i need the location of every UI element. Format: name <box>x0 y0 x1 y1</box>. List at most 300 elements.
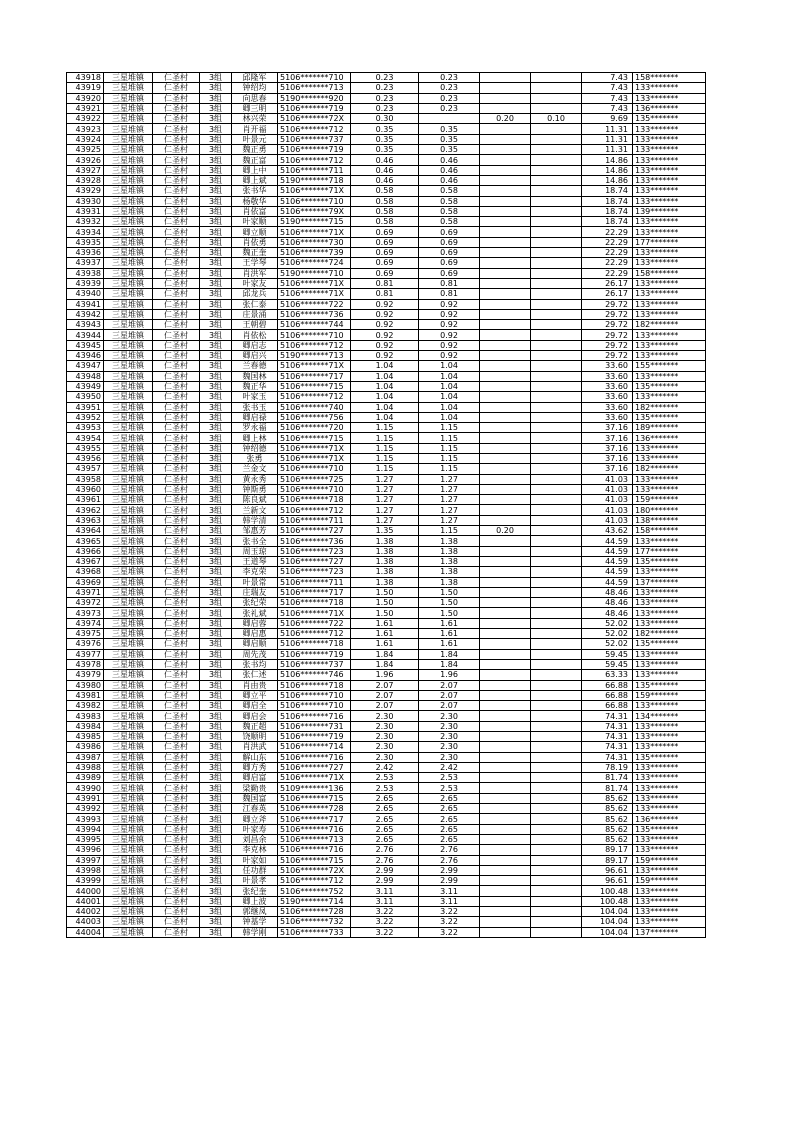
amount-cell: 52.02 <box>582 618 633 628</box>
amount-cell: 59.45 <box>582 659 633 669</box>
phone-cell: 180******* <box>633 505 706 515</box>
group-cell: 3组 <box>200 371 232 381</box>
town-cell: 三星堆镇 <box>104 237 153 247</box>
area-col-a-cell: 2.65 <box>419 824 480 834</box>
id-number-cell: 5106*******710 <box>278 690 351 700</box>
area-col-b-cell <box>480 361 531 371</box>
group-cell: 3组 <box>200 773 232 783</box>
area-col-b-cell <box>480 762 531 772</box>
table-row <box>67 618 706 628</box>
village-cell: 仁圣村 <box>153 629 200 639</box>
town-cell: 三星堆镇 <box>104 855 153 865</box>
area-col-b-cell <box>480 299 531 309</box>
area-col-c-cell <box>531 783 582 793</box>
table-row <box>67 701 706 711</box>
table-row <box>67 814 706 824</box>
town-cell: 三星堆镇 <box>104 804 153 814</box>
town-cell: 三星堆镇 <box>104 412 153 422</box>
town-cell: 三星堆镇 <box>104 361 153 371</box>
id-number-cell: 5106*******710 <box>278 464 351 474</box>
group-cell: 3组 <box>200 83 232 93</box>
town-cell: 三星堆镇 <box>104 732 153 742</box>
phone-cell: 133******* <box>633 865 706 875</box>
amount-cell: 37.16 <box>582 453 633 463</box>
total-area-cell: 1.38 <box>351 556 419 566</box>
village-cell: 仁圣村 <box>153 299 200 309</box>
table-row <box>67 433 706 443</box>
name-cell: 魏正奎 <box>232 248 278 258</box>
town-cell: 三星堆镇 <box>104 484 153 494</box>
group-cell: 3组 <box>200 145 232 155</box>
name-cell: 兰金文 <box>232 464 278 474</box>
phone-cell: 133******* <box>633 721 706 731</box>
total-area-cell: 2.07 <box>351 701 419 711</box>
total-area-cell: 1.61 <box>351 639 419 649</box>
amount-cell: 85.62 <box>582 814 633 824</box>
area-col-c-cell <box>531 402 582 412</box>
group-cell: 3组 <box>200 134 232 144</box>
town-cell: 三星堆镇 <box>104 567 153 577</box>
row-number-cell: 43921 <box>67 103 104 113</box>
phone-cell: 133******* <box>633 917 706 927</box>
area-col-b-cell <box>480 453 531 463</box>
group-cell: 3组 <box>200 453 232 463</box>
name-cell: 杨敬华 <box>232 196 278 206</box>
name-cell: 张书华 <box>232 186 278 196</box>
area-col-b-cell <box>480 556 531 566</box>
group-cell: 3组 <box>200 814 232 824</box>
village-cell: 仁圣村 <box>153 804 200 814</box>
area-col-c-cell <box>531 423 582 433</box>
area-col-c-cell <box>531 320 582 330</box>
village-cell: 仁圣村 <box>153 546 200 556</box>
area-col-a-cell: 2.53 <box>419 773 480 783</box>
village-cell: 仁圣村 <box>153 886 200 896</box>
total-area-cell: 1.38 <box>351 567 419 577</box>
phone-cell: 133******* <box>633 371 706 381</box>
town-cell: 三星堆镇 <box>104 577 153 587</box>
id-number-cell: 5106*******716 <box>278 752 351 762</box>
group-cell: 3组 <box>200 484 232 494</box>
phone-cell: 133******* <box>633 351 706 361</box>
table-row <box>67 649 706 659</box>
area-col-a-cell: 1.04 <box>419 402 480 412</box>
area-col-c-cell <box>531 824 582 834</box>
group-cell: 3组 <box>200 114 232 124</box>
area-col-b-cell <box>480 907 531 917</box>
id-number-cell: 5109*******136 <box>278 783 351 793</box>
table-row <box>67 690 706 700</box>
group-cell: 3组 <box>200 423 232 433</box>
amount-cell: 9.69 <box>582 114 633 124</box>
group-cell: 3组 <box>200 752 232 762</box>
table-row <box>67 834 706 844</box>
row-number-cell: 43992 <box>67 804 104 814</box>
area-col-c-cell <box>531 742 582 752</box>
group-cell: 3组 <box>200 237 232 247</box>
id-number-cell: 5106*******719 <box>278 103 351 113</box>
name-cell: 肖开福 <box>232 124 278 134</box>
village-cell: 仁圣村 <box>153 783 200 793</box>
id-number-cell: 5106*******722 <box>278 618 351 628</box>
town-cell: 三星堆镇 <box>104 196 153 206</box>
table-row <box>67 927 706 937</box>
area-col-c-cell <box>531 206 582 216</box>
town-cell: 三星堆镇 <box>104 608 153 618</box>
phone-cell: 136******* <box>633 103 706 113</box>
area-col-b-cell <box>480 639 531 649</box>
row-number-cell: 43962 <box>67 505 104 515</box>
town-cell: 三星堆镇 <box>104 701 153 711</box>
town-cell: 三星堆镇 <box>104 773 153 783</box>
area-col-b-cell <box>480 340 531 350</box>
table-row <box>67 217 706 227</box>
amount-cell: 18.74 <box>582 186 633 196</box>
name-cell: 叶家玉 <box>232 392 278 402</box>
group-cell: 3组 <box>200 340 232 350</box>
town-cell: 三星堆镇 <box>104 649 153 659</box>
table-row <box>67 73 706 83</box>
village-cell: 仁圣村 <box>153 186 200 196</box>
area-col-a-cell: 2.76 <box>419 845 480 855</box>
row-number-cell: 43948 <box>67 371 104 381</box>
name-cell: 卿立顺 <box>232 227 278 237</box>
village-cell: 仁圣村 <box>153 865 200 875</box>
town-cell: 三星堆镇 <box>104 876 153 886</box>
area-col-c-cell <box>531 804 582 814</box>
phone-cell: 133******* <box>633 587 706 597</box>
row-number-cell: 43944 <box>67 330 104 340</box>
total-area-cell: 1.04 <box>351 361 419 371</box>
village-cell: 仁圣村 <box>153 134 200 144</box>
town-cell: 三星堆镇 <box>104 793 153 803</box>
phone-cell: 133******* <box>633 392 706 402</box>
phone-cell: 133******* <box>633 186 706 196</box>
id-number-cell: 5106*******744 <box>278 320 351 330</box>
area-col-c-cell <box>531 567 582 577</box>
area-col-a-cell: 2.30 <box>419 742 480 752</box>
area-col-a-cell: 0.58 <box>419 196 480 206</box>
village-cell: 仁圣村 <box>153 196 200 206</box>
village-cell: 仁圣村 <box>153 453 200 463</box>
village-cell: 仁圣村 <box>153 515 200 525</box>
row-number-cell: 43993 <box>67 814 104 824</box>
area-col-c-cell <box>531 629 582 639</box>
town-cell: 三星堆镇 <box>104 186 153 196</box>
name-cell: 王道琴 <box>232 556 278 566</box>
amount-cell: 66.88 <box>582 690 633 700</box>
phone-cell: 133******* <box>633 659 706 669</box>
town-cell: 三星堆镇 <box>104 464 153 474</box>
name-cell: 李克荣 <box>232 567 278 577</box>
group-cell: 3组 <box>200 258 232 268</box>
area-col-a-cell: 1.27 <box>419 484 480 494</box>
table-row <box>67 248 706 258</box>
phone-cell: 139******* <box>633 206 706 216</box>
area-col-c-cell <box>531 670 582 680</box>
town-cell: 三星堆镇 <box>104 556 153 566</box>
village-cell: 仁圣村 <box>153 773 200 783</box>
town-cell: 三星堆镇 <box>104 865 153 875</box>
name-cell: 张书均 <box>232 659 278 669</box>
phone-cell: 133******* <box>633 834 706 844</box>
amount-cell: 29.72 <box>582 299 633 309</box>
id-number-cell: 5106*******711 <box>278 515 351 525</box>
id-number-cell: 5106*******724 <box>278 258 351 268</box>
town-cell: 三星堆镇 <box>104 618 153 628</box>
area-col-a-cell: 1.50 <box>419 608 480 618</box>
total-area-cell: 1.27 <box>351 505 419 515</box>
area-col-a-cell: 1.61 <box>419 629 480 639</box>
id-number-cell: 5106*******71X <box>278 453 351 463</box>
town-cell: 三星堆镇 <box>104 278 153 288</box>
row-number-cell: 43990 <box>67 783 104 793</box>
group-cell: 3组 <box>200 608 232 618</box>
area-col-a-cell: 3.11 <box>419 896 480 906</box>
total-area-cell: 0.46 <box>351 165 419 175</box>
id-number-cell: 5190*******920 <box>278 93 351 103</box>
group-cell: 3组 <box>200 361 232 371</box>
area-col-b-cell <box>480 351 531 361</box>
row-number-cell: 44004 <box>67 927 104 937</box>
area-col-c-cell <box>531 618 582 628</box>
total-area-cell: 0.69 <box>351 227 419 237</box>
id-number-cell: 5106*******712 <box>278 392 351 402</box>
row-number-cell: 43960 <box>67 484 104 494</box>
area-col-a-cell: 1.15 <box>419 453 480 463</box>
area-col-b-cell <box>480 237 531 247</box>
town-cell: 三星堆镇 <box>104 639 153 649</box>
amount-cell: 89.17 <box>582 855 633 865</box>
total-area-cell: 2.07 <box>351 680 419 690</box>
amount-cell: 74.31 <box>582 721 633 731</box>
village-cell: 仁圣村 <box>153 381 200 391</box>
total-area-cell: 0.69 <box>351 237 419 247</box>
group-cell: 3组 <box>200 278 232 288</box>
area-col-c-cell <box>531 845 582 855</box>
row-number-cell: 44002 <box>67 907 104 917</box>
group-cell: 3组 <box>200 165 232 175</box>
table-row <box>67 762 706 772</box>
area-col-b-cell <box>480 73 531 83</box>
group-cell: 3组 <box>200 289 232 299</box>
village-cell: 仁圣村 <box>153 423 200 433</box>
id-number-cell: 5106*******715 <box>278 793 351 803</box>
town-cell: 三星堆镇 <box>104 834 153 844</box>
area-col-c-cell <box>531 237 582 247</box>
table-row <box>67 206 706 216</box>
area-col-b-cell <box>480 330 531 340</box>
group-cell: 3组 <box>200 73 232 83</box>
area-col-a-cell: 0.35 <box>419 134 480 144</box>
town-cell: 三星堆镇 <box>104 690 153 700</box>
table-row <box>67 505 706 515</box>
village-cell: 仁圣村 <box>153 670 200 680</box>
total-area-cell: 0.23 <box>351 93 419 103</box>
table-row <box>67 721 706 731</box>
group-cell: 3组 <box>200 526 232 536</box>
area-col-b-cell <box>480 227 531 237</box>
total-area-cell: 2.30 <box>351 742 419 752</box>
area-col-b-cell <box>480 598 531 608</box>
row-number-cell: 43955 <box>67 443 104 453</box>
area-col-b-cell <box>480 124 531 134</box>
area-col-c-cell <box>531 186 582 196</box>
amount-cell: 41.03 <box>582 484 633 494</box>
area-col-b-cell <box>480 546 531 556</box>
table-row <box>67 752 706 762</box>
town-cell: 三星堆镇 <box>104 206 153 216</box>
village-cell: 仁圣村 <box>153 464 200 474</box>
area-col-b-cell <box>480 536 531 546</box>
area-col-c-cell <box>531 876 582 886</box>
area-col-b-cell <box>480 773 531 783</box>
total-area-cell: 0.58 <box>351 217 419 227</box>
total-area-cell: 1.27 <box>351 484 419 494</box>
id-number-cell: 5106*******728 <box>278 907 351 917</box>
id-number-cell: 5106*******71X <box>278 278 351 288</box>
row-number-cell: 43969 <box>67 577 104 587</box>
area-col-b-cell <box>480 629 531 639</box>
group-cell: 3组 <box>200 124 232 134</box>
table-row <box>67 392 706 402</box>
area-col-a-cell: 1.15 <box>419 443 480 453</box>
amount-cell: 29.72 <box>582 309 633 319</box>
name-cell: 黄永秀 <box>232 474 278 484</box>
phone-cell: 133******* <box>633 484 706 494</box>
amount-cell: 81.74 <box>582 773 633 783</box>
phone-cell: 133******* <box>633 762 706 772</box>
total-area-cell: 0.81 <box>351 278 419 288</box>
group-cell: 3组 <box>200 886 232 896</box>
id-number-cell: 5106*******713 <box>278 83 351 93</box>
amount-cell: 41.03 <box>582 495 633 505</box>
phone-cell: 182******* <box>633 402 706 412</box>
area-col-b-cell <box>480 752 531 762</box>
amount-cell: 85.62 <box>582 804 633 814</box>
amount-cell: 14.86 <box>582 175 633 185</box>
area-col-c-cell <box>531 124 582 134</box>
phone-cell: 133******* <box>633 896 706 906</box>
table-row <box>67 381 706 391</box>
name-cell: 王学琴 <box>232 258 278 268</box>
total-area-cell: 0.81 <box>351 289 419 299</box>
amount-cell: 66.88 <box>582 701 633 711</box>
area-col-b-cell <box>480 567 531 577</box>
town-cell: 三星堆镇 <box>104 453 153 463</box>
phone-cell: 135******* <box>633 639 706 649</box>
area-col-a-cell: 2.07 <box>419 690 480 700</box>
table-row <box>67 93 706 103</box>
area-col-a-cell: 0.58 <box>419 186 480 196</box>
phone-cell: 159******* <box>633 495 706 505</box>
total-area-cell: 1.27 <box>351 474 419 484</box>
group-cell: 3组 <box>200 845 232 855</box>
area-col-a-cell: 0.92 <box>419 309 480 319</box>
name-cell: 魏国林 <box>232 371 278 381</box>
phone-cell: 136******* <box>633 433 706 443</box>
total-area-cell: 0.23 <box>351 103 419 113</box>
amount-cell: 44.59 <box>582 567 633 577</box>
town-cell: 三星堆镇 <box>104 752 153 762</box>
town-cell: 三星堆镇 <box>104 742 153 752</box>
id-number-cell: 5106*******719 <box>278 649 351 659</box>
area-col-c-cell <box>531 83 582 93</box>
area-col-a-cell: 2.65 <box>419 814 480 824</box>
name-cell: 肖依富 <box>232 206 278 216</box>
total-area-cell: 0.58 <box>351 206 419 216</box>
phone-cell: 135******* <box>633 381 706 391</box>
name-cell: 魏正华 <box>232 381 278 391</box>
row-number-cell: 43966 <box>67 546 104 556</box>
area-col-a-cell: 1.27 <box>419 474 480 484</box>
table-row <box>67 186 706 196</box>
area-col-a-cell: 1.84 <box>419 649 480 659</box>
town-cell: 三星堆镇 <box>104 165 153 175</box>
id-number-cell: 5106*******717 <box>278 587 351 597</box>
group-cell: 3组 <box>200 217 232 227</box>
amount-cell: 7.43 <box>582 83 633 93</box>
area-col-c-cell <box>531 155 582 165</box>
area-col-b-cell <box>480 371 531 381</box>
row-number-cell: 43957 <box>67 464 104 474</box>
area-col-c-cell <box>531 299 582 309</box>
area-col-a-cell: 1.27 <box>419 515 480 525</box>
name-cell: 肖洪军 <box>232 268 278 278</box>
phone-cell: 133******* <box>633 340 706 350</box>
total-area-cell: 2.30 <box>351 711 419 721</box>
group-cell: 3组 <box>200 907 232 917</box>
total-area-cell: 0.92 <box>351 351 419 361</box>
area-col-c-cell <box>531 907 582 917</box>
area-col-a-cell: 1.61 <box>419 639 480 649</box>
area-col-c-cell <box>531 145 582 155</box>
row-number-cell: 43945 <box>67 340 104 350</box>
row-number-cell: 43949 <box>67 381 104 391</box>
area-col-a-cell: 0.81 <box>419 278 480 288</box>
village-cell: 仁圣村 <box>153 155 200 165</box>
total-area-cell: 2.65 <box>351 804 419 814</box>
town-cell: 三星堆镇 <box>104 598 153 608</box>
village-cell: 仁圣村 <box>153 248 200 258</box>
village-cell: 仁圣村 <box>153 258 200 268</box>
table-row <box>67 886 706 896</box>
name-cell: 林兴荣 <box>232 114 278 124</box>
town-cell: 三星堆镇 <box>104 402 153 412</box>
table-row <box>67 598 706 608</box>
amount-cell: 44.59 <box>582 546 633 556</box>
town-cell: 三星堆镇 <box>104 227 153 237</box>
table-row <box>67 742 706 752</box>
row-number-cell: 43988 <box>67 762 104 772</box>
amount-cell: 41.03 <box>582 515 633 525</box>
village-cell: 仁圣村 <box>153 567 200 577</box>
table-row <box>67 412 706 422</box>
id-number-cell: 5106*******737 <box>278 659 351 669</box>
total-area-cell: 3.11 <box>351 886 419 896</box>
total-area-cell: 1.15 <box>351 464 419 474</box>
area-col-a-cell: 1.04 <box>419 381 480 391</box>
name-cell: 张纪荣 <box>232 598 278 608</box>
total-area-cell: 0.23 <box>351 73 419 83</box>
area-col-c-cell <box>531 556 582 566</box>
row-number-cell: 43932 <box>67 217 104 227</box>
row-number-cell: 43989 <box>67 773 104 783</box>
phone-cell: 133******* <box>633 155 706 165</box>
group-cell: 3组 <box>200 804 232 814</box>
table-row <box>67 577 706 587</box>
total-area-cell: 0.46 <box>351 175 419 185</box>
